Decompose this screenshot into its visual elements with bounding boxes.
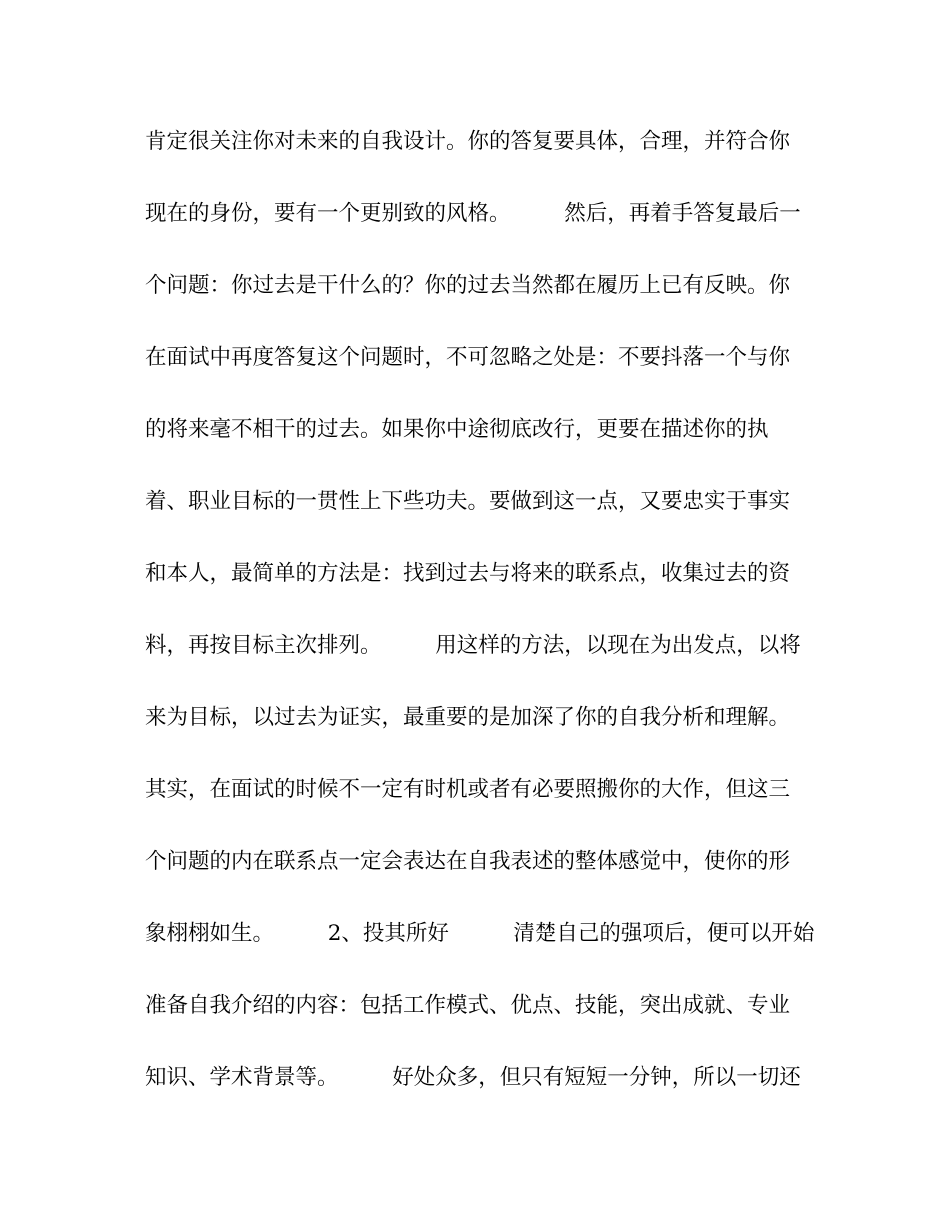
text-line-8: 料，再按目标主次排列。 用这样的方法，以现在为出发点，以将: [145, 633, 801, 658]
text-line-12: 象栩栩如生。 2、投其所好 清楚自己的强项后，便可以开始: [145, 921, 815, 946]
text-line-14: 知识、学术背景等。 好处众多，但只有短短一分钟，所以一切还: [145, 1065, 801, 1090]
text-line-11: 个问题的内在联系点一定会表达在自我表述的整体感觉中，使你的形: [145, 849, 791, 874]
text-line-5: 的将来毫不相干的过去。如果你中途彻底改行，更要在描述你的执: [145, 417, 769, 442]
text-line-1: 肯定很关注你对未来的自我设计。你的答复要具体，合理，并符合你: [145, 129, 791, 154]
text-line-2: 现在的身份，要有一个更别致的风格。 然后，再着手答复最后一: [145, 201, 801, 226]
text-line-9: 来为目标，以过去为证实，最重要的是加深了你的自我分析和理解。: [145, 705, 791, 730]
text-line-6: 着、职业目标的一贯性上下些功夫。要做到这一点，又要忠实于事实: [145, 489, 791, 514]
text-line-3: 个问题：你过去是干什么的？你的过去当然都在履历上已有反映。你: [145, 273, 791, 298]
text-line-10: 其实，在面试的时候不一定有时机或者有必要照搬你的大作，但这三: [145, 777, 791, 802]
text-line-13: 准备自我介绍的内容：包括工作模式、优点、技能，突出成就、专业: [145, 993, 791, 1018]
text-line-7: 和本人，最简单的方法是：找到过去与将来的联系点，收集过去的资: [145, 561, 791, 586]
text-line-4: 在面试中再度答复这个问题时，不可忽略之处是：不要抖落一个与你: [145, 345, 791, 370]
